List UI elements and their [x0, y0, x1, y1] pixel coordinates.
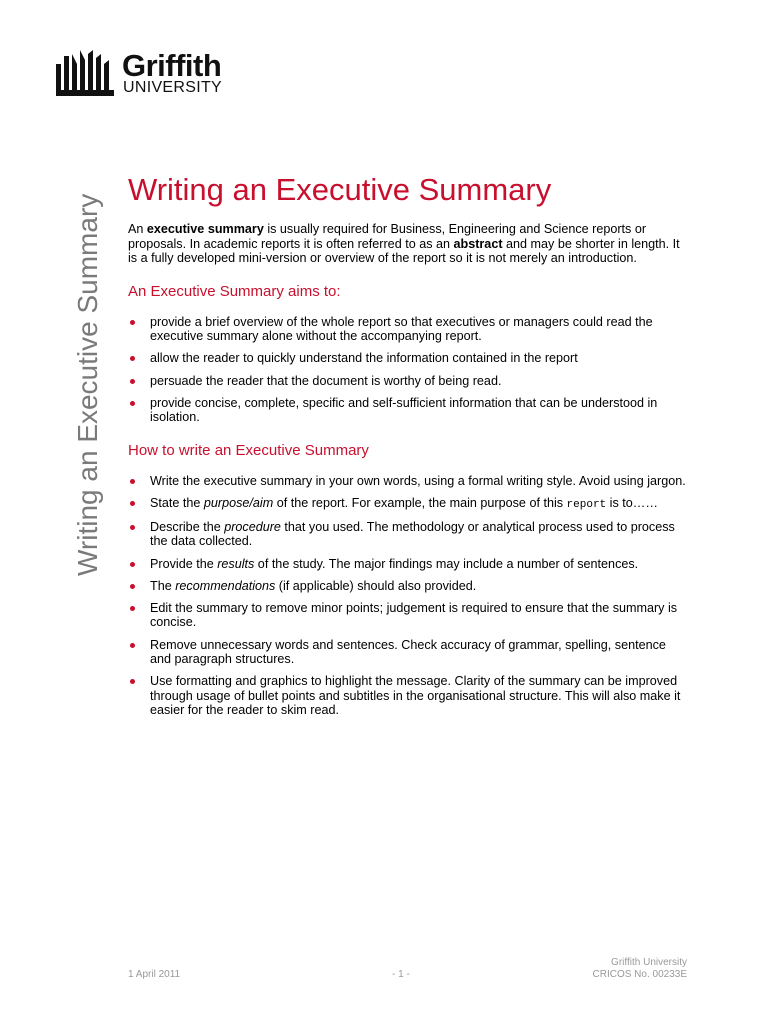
intro-text: and may be shorter in length. It is a fully developed mini-version or overview of the report so it is not merely an introduction.	[128, 236, 680, 266]
list-item-text: Use formatting and graphics to highlight the message. Clarity of the summary can be improved through usage of bullet points and subtitles in the organisational structure. This will also make it easier for the reader to skim read.	[150, 674, 681, 718]
section-heading-aims: An Executive Summary aims to:	[128, 282, 341, 300]
list-item-emphasis: purpose/aim	[203, 495, 274, 510]
intro-bold-term: executive summary	[146, 222, 264, 236]
list-item	[128, 557, 688, 571]
list-item	[128, 374, 688, 388]
list-item	[128, 520, 688, 549]
how-to-list	[128, 474, 688, 718]
aims-list	[128, 315, 688, 425]
griffith-emblem-icon	[56, 50, 118, 100]
footer-org: Griffith University	[611, 957, 687, 968]
bullet-icon	[130, 320, 135, 325]
list-item	[128, 396, 688, 425]
list-item-text: allow the reader to quickly understand the information contained in the report	[150, 351, 578, 366]
list-item-text: Describe the	[150, 520, 225, 535]
logo-subtitle: UNIVERSITY	[123, 79, 223, 96]
bullet-icon	[130, 562, 135, 567]
list-item-text: (if applicable) should also provided.	[275, 578, 477, 593]
list-item-code: report	[566, 498, 607, 511]
list-item-text: that you used. The methodology or analytical process used to process the data collected.	[150, 520, 675, 549]
section-heading-how-to: How to write an Executive Summary	[128, 441, 369, 459]
bullet-icon	[130, 356, 135, 361]
footer-date: 1 April 2011	[128, 969, 181, 980]
list-item	[128, 351, 688, 365]
list-item	[128, 474, 688, 488]
bullet-icon	[130, 401, 135, 406]
list-item-text: State the	[150, 495, 204, 510]
list-item	[128, 579, 688, 593]
logo-wordmark: Griffith	[122, 48, 222, 83]
list-item-text: Remove unnecessary words and sentences. Check accuracy of grammar, spelling, sentence and paragraph structures.	[150, 637, 666, 667]
document-body	[128, 170, 688, 725]
footer-cricos: CRICOS No. 00233E	[592, 969, 687, 980]
side-title: Writing an Executive Summary	[72, 193, 103, 576]
list-item-emphasis: results	[217, 556, 255, 571]
list-item-text: persuade the reader that the document is worthy of being read.	[150, 373, 502, 388]
intro-paragraph	[128, 222, 688, 266]
list-item-text: of the study. The major findings may include a number of sentences.	[254, 556, 639, 571]
bullet-icon	[130, 525, 135, 530]
footer-org-block	[593, 957, 688, 981]
bullet-icon	[130, 584, 135, 589]
list-item	[128, 674, 688, 717]
list-item	[128, 638, 688, 667]
bullet-icon	[130, 679, 135, 684]
list-item-text: is to……	[606, 495, 658, 510]
list-item-emphasis: recommendations	[175, 578, 276, 593]
list-item	[128, 496, 688, 512]
griffith-logo	[56, 50, 256, 100]
list-item-text: Edit the summary to remove minor points; judgement is required to ensure that the summary is concise.	[150, 601, 678, 630]
footer-page-number: - 1 -	[392, 969, 410, 980]
bullet-icon	[130, 379, 135, 384]
list-item-text: Write the executive summary in your own words, using a formal writing style. Avoid using jargon.	[150, 473, 686, 488]
intro-text: is usually required for Business, Engineering and Science reports or proposals. In academic reports it is often referred to as an	[128, 222, 647, 251]
bullet-icon	[130, 479, 135, 484]
list-item	[128, 315, 688, 344]
intro-text: An	[128, 222, 147, 236]
bullet-icon	[130, 606, 135, 611]
list-item	[128, 601, 688, 630]
list-item-text: provide a brief overview of the whole report so that executives or managers could read the executive summary alone without the accompanying report.	[150, 314, 653, 344]
intro-bold-term: abstract	[453, 236, 503, 251]
bullet-icon	[130, 501, 135, 506]
list-item-text: Provide the	[150, 556, 218, 571]
list-item-emphasis: procedure	[224, 520, 281, 535]
page-title: Writing an Executive Summary	[128, 172, 552, 207]
list-item-text: The	[150, 578, 176, 593]
bullet-icon	[130, 643, 135, 648]
list-item-text: of the report. For example, the main purpose of this	[273, 495, 567, 510]
list-item-text: provide concise, complete, specific and self-sufficient information that can be understood in isolation.	[150, 395, 658, 425]
